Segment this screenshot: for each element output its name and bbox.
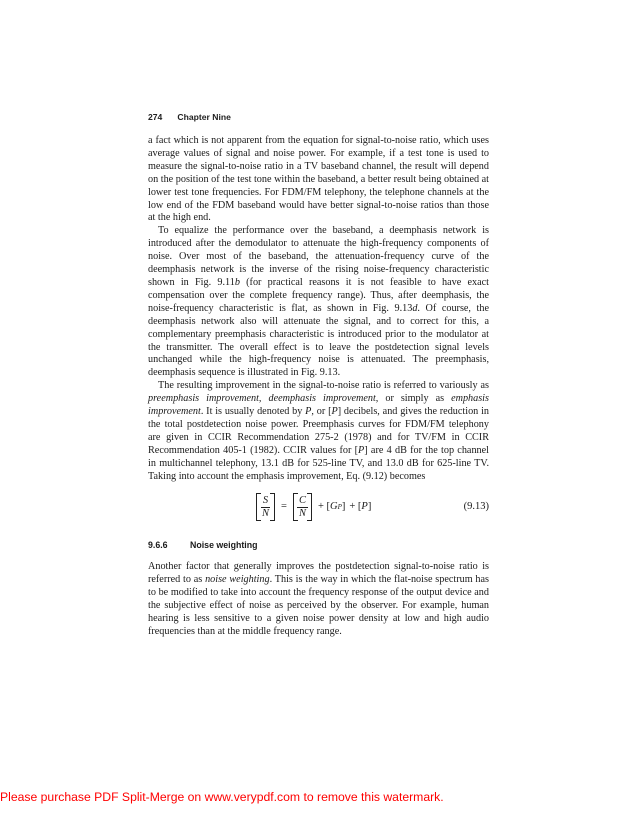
paragraph-1: a fact which is not apparent from the equation for signal-to-noise ratio, which uses average values of signal and noise power. For example, if a test tone is used to measure the signal-to-noise ratio in a TV baseband channel, the result will depend on the position of the test tone within the baseband, a better result being obtained at lower test tone frequencies. For FDM/FM telephony, the telephone channels at the low end of the FDM baseband would have better signal-to-noise ratios than those at the high end. [148, 135, 489, 224]
fraction-denominator: N [298, 507, 306, 519]
fraction-numerator: C [298, 494, 306, 506]
close-bracket: ] [367, 501, 372, 513]
text-run: . Of course, the deemphasis network also will attenuate the signal, and to correct for this, a complementary preemphasis characteristic is introduced prior to the modulator at the transmitter. The overall effect is to leave the postdetection signal levels unchanged while the high-frequency noise is attenuated. The preemphasis, deemphasis sequence is illustrated in Fig. 9.13. [148, 302, 489, 379]
text-run-italic: b [234, 276, 240, 288]
equation-number: (9.13) [463, 501, 489, 513]
text-run: , or [ [311, 406, 332, 418]
paragraph-3 [148, 380, 489, 483]
text-run: Another factor that generally improves the postdetection signal-to-noise ratio is referred to as [148, 561, 489, 586]
equation-body [256, 493, 371, 521]
plus-bracket: + [ [317, 501, 330, 513]
text-run: . This is the way in which the flat-noise spectrum has to be modified to take into account the frequency response of the output device and the subjective effect of noise as perceived by the observer. For example, human hearing is less sensitive to a given noise power density at low and high audio frequencies than at the middle frequency range. [148, 574, 490, 637]
fraction-denominator: N [262, 507, 270, 519]
text-run-italic: noise weighting [205, 574, 270, 586]
text-run-italic: P [331, 406, 338, 418]
paragraph-2 [148, 225, 489, 380]
section-heading [148, 539, 489, 552]
text-run-italic: P [358, 444, 365, 456]
close-bracket: ] [341, 501, 346, 513]
text-run: ] decibels, and gives the reduction in the total postdetection noise power. Preemphasis curves for FDM/FM telephony are given in CCIR Recommendation 275-2 (1978) and for TV/FM in CCIR Recommendation 405-1 (1982). CCIR values for [ [148, 406, 490, 456]
text-run-italic: d [412, 302, 418, 314]
paragraph-4 [148, 561, 489, 638]
gp-subscript: P [337, 503, 342, 512]
fraction-c-over-n [297, 495, 308, 520]
bracket-lhs [256, 493, 275, 521]
section-number: 9.6.6 [148, 540, 168, 551]
text-run: The resulting improvement in the signal-to-noise ratio is referred to variously as [158, 380, 489, 392]
text-run: To equalize the performance over the baseband, a deemphasis network is introduced after the demodulator to attenuate the high-frequency components of noise. Over most of the baseband, the attenuation-frequency curve of the deemphasis network is the inverse of the rising noise-frequency characteristic shown in Fig. 9.11 [148, 225, 489, 288]
text-run: ] are 4 dB for the top channel in multichannel telephony, 13.1 dB for 525-line TV, and 13.0 dB for 625-line TV. Taking into account the emphasis improvement, Eq. (9.12) becomes [148, 444, 489, 482]
text-run: . It is usually denoted by [200, 406, 306, 418]
plus-bracket: + [ [349, 501, 362, 513]
equation-9-13 [148, 491, 489, 525]
running-head [148, 112, 231, 122]
watermark-notice: Please purchase PDF Split-Merge on www.verypdf.com to remove this watermark. [0, 790, 444, 804]
chapter-title: Chapter Nine [177, 112, 231, 122]
section-title: Noise weighting [190, 540, 258, 551]
text-run: (for practical reasons it is not feasible to have exact compensation over the complete frequency range). Thus, after deemphasis, the noise-frequency characteristic is flat, as shown in Fig. 9.13 [148, 276, 489, 314]
page-number: 274 [148, 112, 163, 122]
bracket-rhs [293, 493, 312, 521]
fraction-numerator: S [262, 494, 269, 506]
text-run-italic: emphasis improvement [148, 393, 489, 418]
gp-symbol: G [330, 501, 338, 513]
fraction-s-over-n [260, 495, 271, 520]
text-run: or simply as [378, 393, 452, 405]
equals-sign: = [281, 501, 287, 513]
text-run-italic: preemphasis improvement, deemphasis improvement, [148, 393, 379, 405]
text-run-italic: P [305, 406, 312, 418]
p-symbol: P [361, 501, 368, 513]
body-text [148, 135, 489, 639]
